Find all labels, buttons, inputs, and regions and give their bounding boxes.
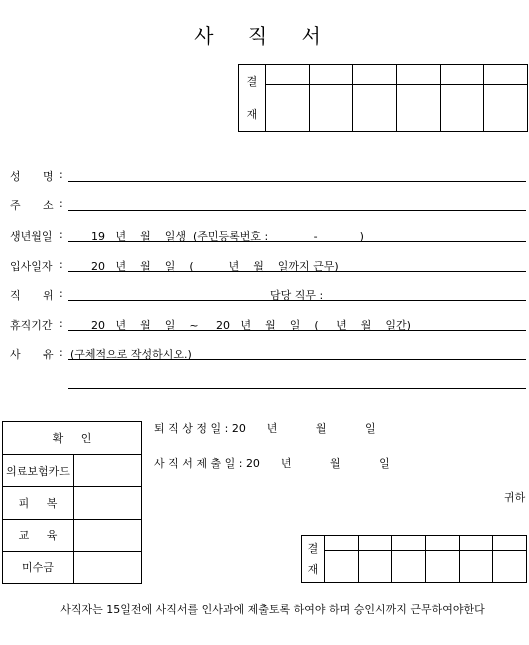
confirm-row-label: 교 육 — [3, 519, 74, 551]
approval-sign-cell[interactable] — [353, 85, 397, 132]
leave-field[interactable] — [68, 330, 526, 331]
submit-date: 사 직 서 제 출 일 : 20 년 월 일 — [154, 457, 390, 470]
reason-label-char2: 유 — [43, 348, 54, 361]
confirm-row-check[interactable] — [74, 487, 142, 519]
confirm-table — [2, 421, 142, 584]
name-label-char1: 성 — [10, 170, 21, 183]
leave-label: 휴직기간 — [10, 319, 53, 332]
leave-value: 20 년 월 일 ~ 20 년 월 일 ( 년 월 일간) — [91, 319, 411, 332]
birth-colon: : — [59, 228, 63, 241]
approval-header-cell — [353, 65, 397, 85]
confirm-header: 확 인 — [3, 422, 142, 455]
confirm-row-check[interactable] — [74, 519, 142, 551]
approval-label-char1: 결 — [246, 75, 258, 88]
confirm-row-label: 피 복 — [3, 487, 74, 519]
reason-label-char1: 사 — [10, 348, 21, 361]
reason-hint: (구체적으로 작성하시오.) — [70, 348, 192, 361]
birth-field[interactable] — [68, 241, 526, 242]
name-colon: : — [59, 168, 63, 181]
approval-header-cell — [325, 536, 359, 551]
hire-colon: : — [59, 258, 63, 271]
approval-sign-cell[interactable] — [459, 551, 493, 583]
approval-header-cell — [440, 65, 484, 85]
reason-colon: : — [59, 346, 63, 359]
position-label-char1: 직 — [10, 289, 21, 302]
approval-sign-cell[interactable] — [396, 85, 440, 132]
recipient-label: 귀하 — [504, 491, 526, 504]
approval-header-cell — [392, 536, 426, 551]
approval-sign-cell[interactable] — [325, 551, 359, 583]
approval-sign-cell[interactable] — [309, 85, 353, 132]
confirm-row-check[interactable] — [74, 551, 142, 583]
hire-field[interactable] — [68, 271, 526, 272]
birth-value: 19 년 월 일생 (주민등록번호 : - ) — [91, 230, 364, 243]
approval-label-char2: 재 — [307, 563, 319, 576]
approval-sign-cell[interactable] — [392, 551, 426, 583]
confirm-row-label: 미수금 — [3, 551, 74, 583]
name-field[interactable] — [68, 181, 526, 182]
approval-label-cell — [239, 65, 266, 132]
approval-label-char2: 재 — [246, 108, 258, 121]
approval-sign-cell[interactable] — [484, 85, 528, 132]
approval-header-cell — [358, 536, 392, 551]
approval-header-cell — [425, 536, 459, 551]
approval-sign-cell[interactable] — [440, 85, 484, 132]
approval-sign-cell[interactable] — [358, 551, 392, 583]
approval-sign-cell[interactable] — [493, 551, 527, 583]
approval-box-top — [238, 64, 528, 132]
approval-sign-cell[interactable] — [266, 85, 310, 132]
confirm-row-check[interactable] — [74, 455, 142, 487]
approval-label-char1: 결 — [307, 542, 319, 555]
approval-header-cell — [266, 65, 310, 85]
hire-value: 20 년 월 일 ( 년 월 일까지 근무) — [91, 260, 339, 273]
address-label-char2: 소 — [43, 199, 54, 212]
name-label-char2: 명 — [43, 170, 54, 183]
position-field[interactable] — [68, 300, 526, 301]
approval-header-cell — [309, 65, 353, 85]
leave-colon: : — [59, 317, 63, 330]
reason-field-line1[interactable] — [68, 359, 526, 360]
approval-sign-cell[interactable] — [425, 551, 459, 583]
approval-label-cell — [302, 536, 325, 583]
approval-header-cell — [459, 536, 493, 551]
approval-header-cell — [493, 536, 527, 551]
resign-date: 퇴 직 상 정 일 : 20 년 월 일 — [154, 422, 376, 435]
address-colon: : — [59, 197, 63, 210]
hire-label: 입사일자 — [10, 260, 53, 273]
document-title: 사 직 서 — [194, 24, 335, 48]
confirm-row-label: 의료보험카드 — [3, 455, 74, 487]
duty-label: 담당 직무 : — [270, 289, 324, 302]
footer-note: 사직자는 15일전에 사직서를 인사과에 제출토록 하여야 하며 승인시까지 근무하여야한다 — [60, 603, 485, 616]
birth-label: 생년월일 — [10, 230, 53, 243]
approval-box-bottom — [301, 535, 527, 583]
approval-header-cell — [396, 65, 440, 85]
position-label-char2: 위 — [43, 289, 54, 302]
reason-field-line2[interactable] — [68, 388, 526, 389]
approval-header-cell — [484, 65, 528, 85]
position-colon: : — [59, 287, 63, 300]
address-field[interactable] — [68, 210, 526, 211]
address-label-char1: 주 — [10, 199, 21, 212]
